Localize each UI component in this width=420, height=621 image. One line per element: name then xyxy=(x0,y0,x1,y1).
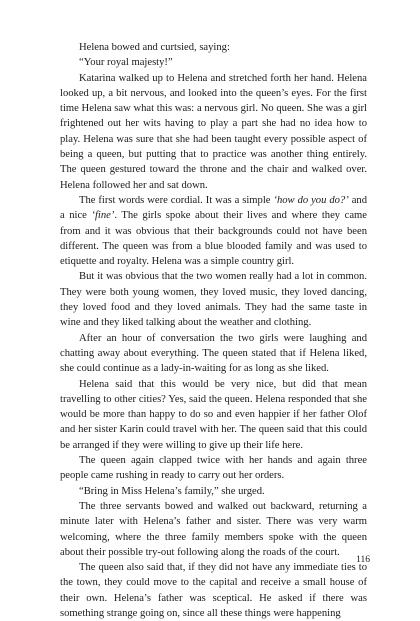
paragraph: “Bring in Miss Helena’s family,” she urged. xyxy=(79,485,265,497)
paragraph: Katarina walked up to Helena and stretched forth her hand. Helena looked up, a bit nervous, and looked into the queen’s eyes. For the first time Helena saw what this was: a nervous girl. No queen. She was a girl frightened out her wits having to play a part she had no idea how to play. Helena was sure that she had been taught every possible aspect of being a queen, but putting that to practice was another thing entirely. The queen gestured toward the throne and the chair and walked over. Helena followed her and sat down. xyxy=(60,72,367,191)
paragraph: The queen also said that, if they did not have any immediate ties to the town, they could move to the capital and receive a small house of their own. Helena’s father was sceptical. He asked if there was something strange going on, since all these things were happening xyxy=(60,562,367,619)
body-text xyxy=(60,40,367,621)
paragraph: After an hour of conversation the two girls were laughing and chatting away about everything. The queen stated that if Helena liked, she could continue as a lady-in-waiting for as long as she liked. xyxy=(60,332,367,375)
paragraph: But it was obvious that the two women really had a lot in common. They were both young women, they loved music, they loved dancing, they loved food and they loved animals. They had the same taste in wine and they liked talking about the weather and clothing. xyxy=(60,271,367,329)
page-number: 116 xyxy=(356,555,370,565)
paragraph: The queen again clapped twice with her hands and again three people came rushing in ready to carry out her orders. xyxy=(60,455,367,482)
paragraph xyxy=(60,193,367,269)
paragraph-text: . The girls spoke about their lives and where they came from and it was obvious that their backgrounds could not have been different. The queen was from a blue blooded family and was used to etiquette and royalty. Helena was a simple country girl. xyxy=(60,210,367,268)
paragraph: Helena bowed and curtsied, saying: xyxy=(79,42,230,53)
italic-phrase: ‘how do you do?’ xyxy=(273,194,349,206)
italic-phrase: ‘fine’ xyxy=(91,210,115,222)
paragraph: “Your royal majesty!” xyxy=(79,57,173,69)
paragraph: The three servants bowed and walked out backward, returning a minute later with Helena’s father and sister. There was very warm welcoming, where the three family members spoke with the queen about their possible try-out following along the roads of the court. xyxy=(60,500,367,558)
paragraph-text: and a nice xyxy=(60,194,368,222)
paragraph: Helena said that this would be very nice, but did that mean travelling to other cities? Yes, said the queen. Helena responded that she would be more than happy to do so and even happier if her father Olof and her sister Karin could travel with her. The queen said that this could be arranged if they were willing to give up their life here. xyxy=(60,378,367,451)
paragraph-text: The first words were cordial. It was a simple xyxy=(79,194,274,206)
